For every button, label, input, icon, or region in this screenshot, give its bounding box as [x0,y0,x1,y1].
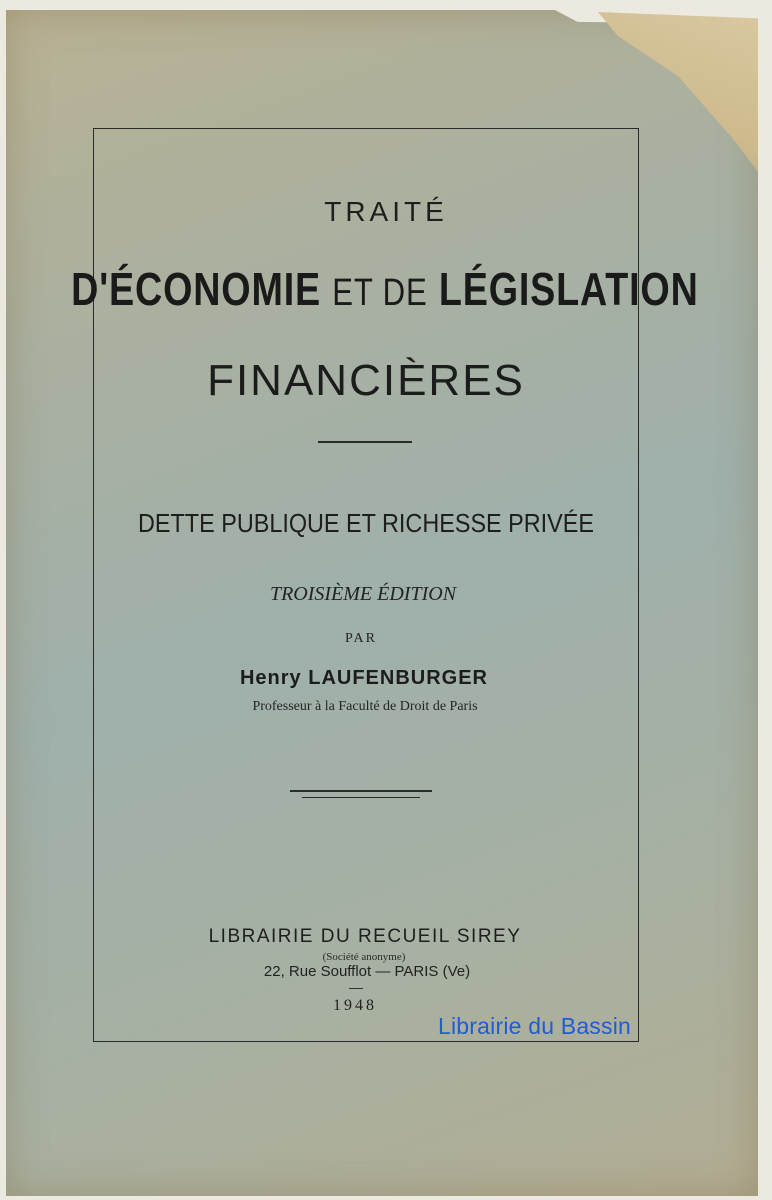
title-line-2 [68,262,701,316]
author-name: Henry LAUFENBURGER [239,667,489,689]
publisher-name: LIBRAIRIE DU RECUEIL SIREY [208,926,522,947]
title-divider [318,441,412,443]
title-line-3: FINANCIÈRES [207,356,525,405]
year-dash [349,988,363,989]
publication-year: 1948 [333,997,377,1014]
title-legislation: LÉGISLATION [438,263,699,315]
author-title: Professeur à la Faculté de Droit de Paris [252,699,478,714]
watermark-text: Librairie du Bassin [438,1013,632,1039]
publisher-address: 22, Rue Soufflot — PARIS (Ve) [263,963,471,980]
edition-label: TROISIÈME ÉDITION [269,583,457,605]
publisher-type: (Société anonyme) [322,951,406,963]
title-line-1: TRAITÉ [324,196,448,227]
by-label: PAR [345,631,377,646]
title-conjunction: ET DE [332,272,428,314]
subtitle: DETTE PUBLIQUE ET RICHESSE PRIVÉE [138,508,594,538]
title-economie: D'ÉCONOMIE [71,263,321,315]
ornament-rule-bottom [302,797,420,798]
ornament-rule-top [290,790,432,792]
